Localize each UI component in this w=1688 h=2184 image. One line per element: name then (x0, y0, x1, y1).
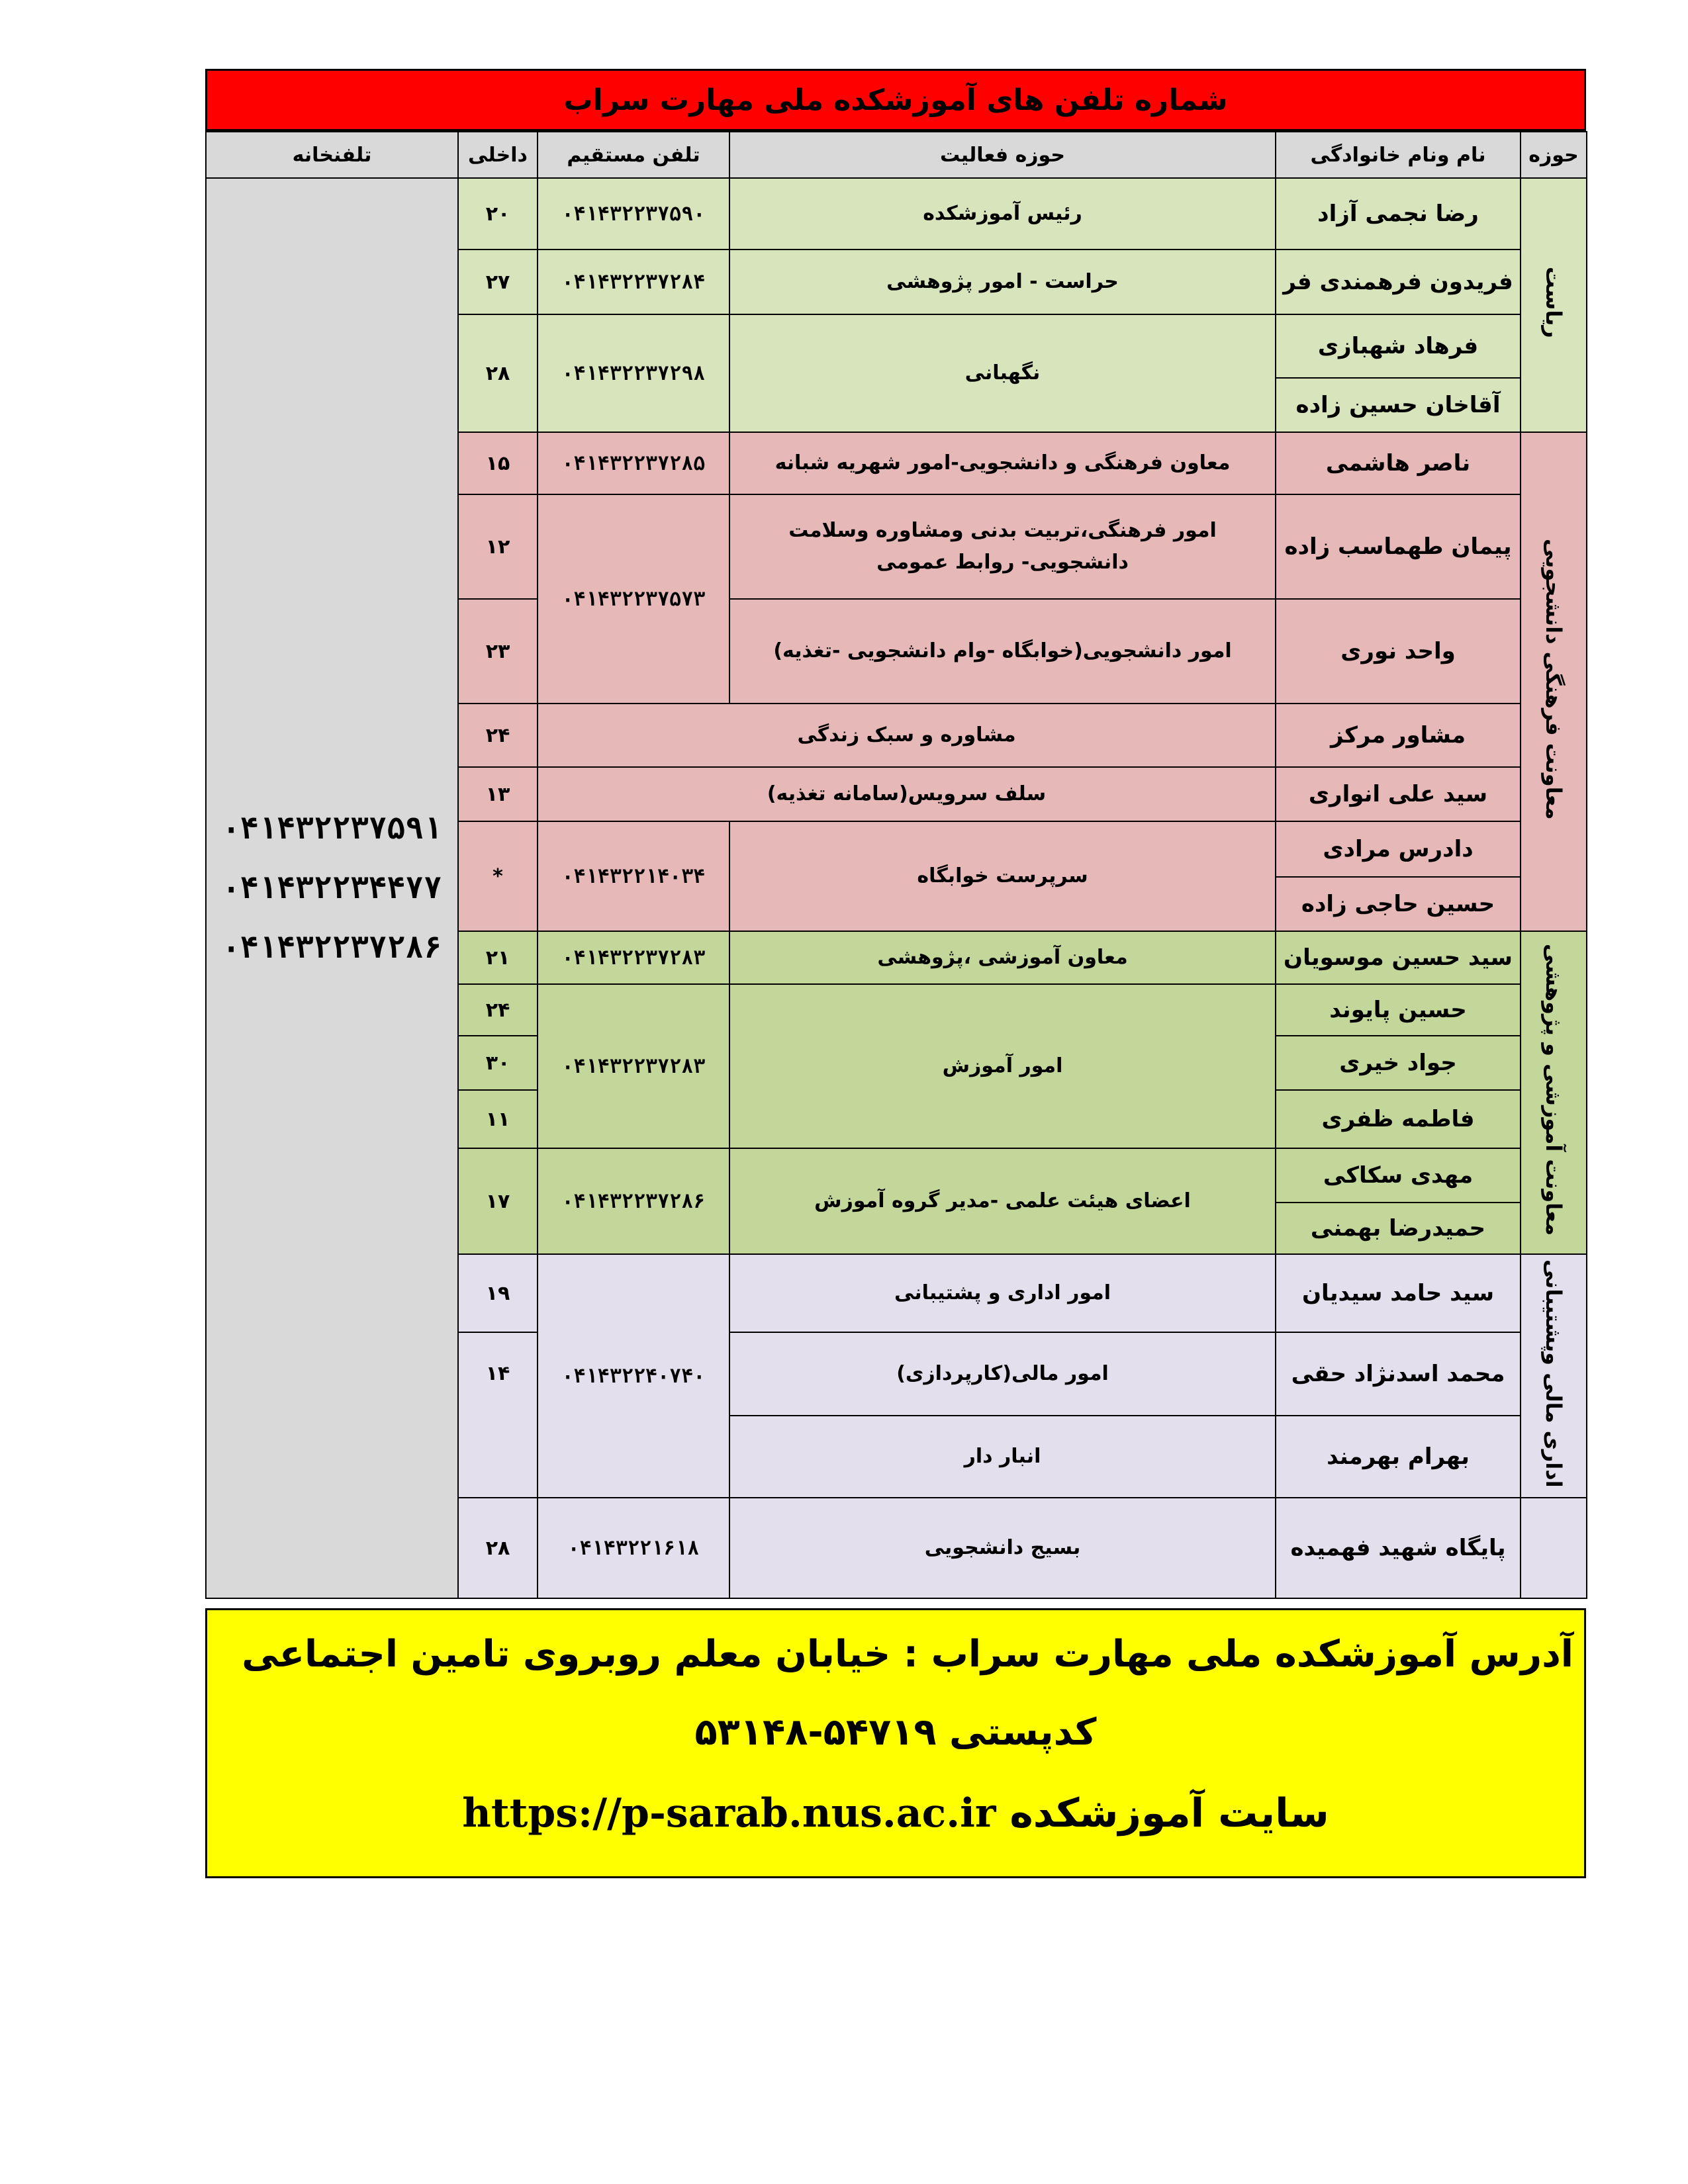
activity: امور دانشجویی(خوابگاه -وام دانشجویی -تغذیه) (729, 599, 1276, 704)
direct-phone: ۰۴۱۴۳۲۲۳۷۲۹۸ (538, 314, 729, 432)
header-direct-phone: تلفن مستقیم (538, 132, 729, 178)
person-name: ناصر هاشمی (1276, 432, 1521, 494)
extension: ۲۴ (458, 704, 538, 767)
header-name: نام ونام خانوادگی (1276, 132, 1521, 178)
direct-phone: ۰۴۱۴۳۲۲۳۷۲۸۳ (538, 984, 729, 1148)
postal-code-label: کدپستی (949, 1711, 1097, 1754)
table-row (206, 178, 1587, 250)
dept-education-research: معاونت آموزشی و پژوهشی (1521, 931, 1587, 1254)
extension: ۱۷ (458, 1148, 538, 1254)
person-name: بهرام بهرمند (1276, 1416, 1521, 1498)
extension: ۱۹ (458, 1254, 538, 1332)
header-dept: حوزه (1521, 132, 1587, 178)
person-name: دادرس مرادی (1276, 821, 1521, 877)
dept-admin-finance-support: اداری مالی وپشتیبانی (1521, 1254, 1587, 1498)
activity: امور آموزش (729, 984, 1276, 1148)
table-header-row (206, 132, 1587, 178)
switchboard-number: ۰۴۱۴۳۲۲۳۷۵۹۱ (222, 810, 442, 846)
switchboard-number: ۰۴۱۴۳۲۲۳۷۲۸۶ (222, 929, 442, 965)
activity: معاون فرهنگی و دانشجویی-امور شهریه شبانه (729, 432, 1276, 494)
phone-directory-sheet (205, 69, 1586, 1878)
activity: سرپرست خوابگاه (729, 821, 1276, 931)
person-name: پایگاه شهید فهمیده (1276, 1498, 1521, 1598)
person-name: محمد اسدنژاد حقی (1276, 1332, 1521, 1416)
person-name: سید علی انواری (1276, 767, 1521, 821)
extension: ۳۰ (458, 1036, 538, 1090)
address-text: آدرس آموزشکده ملی مهارت سراب : خیابان معلم روبروی تامین اجتماعی (242, 1633, 1573, 1676)
extension: ۱۱ (458, 1090, 538, 1148)
address-footer (205, 1608, 1586, 1878)
person-name: رضا نجمی آزاد (1276, 178, 1521, 250)
extension: ۲۰ (458, 178, 538, 250)
person-name: مهدی سکاکی (1276, 1148, 1521, 1203)
extension: ۲۷ (458, 250, 538, 314)
person-name: حسین پایوند (1276, 984, 1521, 1036)
postal-code-line (207, 1711, 1584, 1754)
person-name: سید حامد سیدیان (1276, 1254, 1521, 1332)
header-extension: داخلی (458, 132, 538, 178)
direct-phone: ۰۴۱۴۳۲۲۳۷۵۷۳ (538, 494, 729, 704)
person-name: آقاخان حسین زاده (1276, 378, 1521, 432)
extension: ۲۴ (458, 984, 538, 1036)
activity: سلف سرویس(سامانه تغذیه) (538, 767, 1276, 821)
person-name: فاطمه ظفری (1276, 1090, 1521, 1148)
person-name: واحد نوری (1276, 599, 1521, 704)
direct-phone: ۰۴۱۴۳۲۲۳۷۲۸۳ (538, 931, 729, 984)
dept-empty (1521, 1498, 1587, 1598)
direct-phone: ۰۴۱۴۳۲۲۳۷۲۸۶ (538, 1148, 729, 1254)
person-name: جواد خیری (1276, 1036, 1521, 1090)
page-title: شماره تلفن های آموزشکده ملی مهارت سراب (205, 69, 1586, 131)
extension: ۱۴ (458, 1332, 538, 1498)
person-name: حسین حاجی زاده (1276, 877, 1521, 931)
activity: بسیج دانشجویی (729, 1498, 1276, 1598)
direct-phone: ۰۴۱۴۳۲۲۱۴۰۳۴ (538, 821, 729, 931)
person-name: فرهاد شهبازی (1276, 314, 1521, 378)
extension: ۲۱ (458, 931, 538, 984)
direct-phone: ۰۴۱۴۳۲۲۴۰۷۴۰ (538, 1254, 729, 1498)
direct-phone: ۰۴۱۴۳۲۲۳۷۵۹۰ (538, 178, 729, 250)
dept-presidency: ریاست (1521, 178, 1587, 432)
activity: امور فرهنگی،تربیت بدنی ومشاوره وسلامت دانشجویی- روابط عمومی (729, 494, 1276, 599)
extension: ۱۲ (458, 494, 538, 599)
dept-cultural-student: معاونت فرهنگی دانشجویی (1521, 432, 1587, 931)
activity: امور مالی(کارپردازی) (729, 1332, 1276, 1416)
direct-phone: ۰۴۱۴۳۲۲۳۷۲۸۵ (538, 432, 729, 494)
website-link[interactable]: https://p-sarab.nus.ac.ir (462, 1790, 996, 1837)
extension: ۲۳ (458, 599, 538, 704)
person-name: پیمان طهماسب زاده (1276, 494, 1521, 599)
activity: مشاوره و سبک زندگی (538, 704, 1276, 767)
activity: نگهبانی (729, 314, 1276, 432)
website-label: سایت آموزشکده (1009, 1790, 1329, 1837)
activity: معاون آموزشی ،پژوهشی (729, 931, 1276, 984)
switchboard-number: ۰۴۱۴۳۲۲۳۴۴۷۷ (222, 870, 442, 906)
activity: رئیس آموزشکده (729, 178, 1276, 250)
activity: حراست - امور پژوهشی (729, 250, 1276, 314)
extension: ۲۸ (458, 1498, 538, 1598)
postal-code: ۵۴۷۱۹-۵۳۱۴۸ (694, 1711, 937, 1754)
person-name: سید حسین موسویان (1276, 931, 1521, 984)
direct-phone: ۰۴۱۴۳۲۲۱۶۱۸ (538, 1498, 729, 1598)
header-activity: حوزه فعالیت (729, 132, 1276, 178)
phone-table (205, 131, 1587, 1599)
website-line (207, 1790, 1584, 1837)
person-name: مشاور مرکز (1276, 704, 1521, 767)
person-name: فریدون فرهمندی فر (1276, 250, 1521, 314)
person-name: حمیدرضا بهمنی (1276, 1203, 1521, 1254)
extension: * (458, 821, 538, 931)
direct-phone: ۰۴۱۴۳۲۲۳۷۲۸۴ (538, 250, 729, 314)
header-switchboard: تلفنخانه (206, 132, 458, 178)
switchboard-numbers (206, 178, 458, 1598)
extension: ۱۵ (458, 432, 538, 494)
extension: ۲۸ (458, 314, 538, 432)
activity: اعضای هیئت علمی -مدیر گروه آموزش (729, 1148, 1276, 1254)
activity: انبار دار (729, 1416, 1276, 1498)
activity: امور اداری و پشتیبانی (729, 1254, 1276, 1332)
extension: ۱۳ (458, 767, 538, 821)
